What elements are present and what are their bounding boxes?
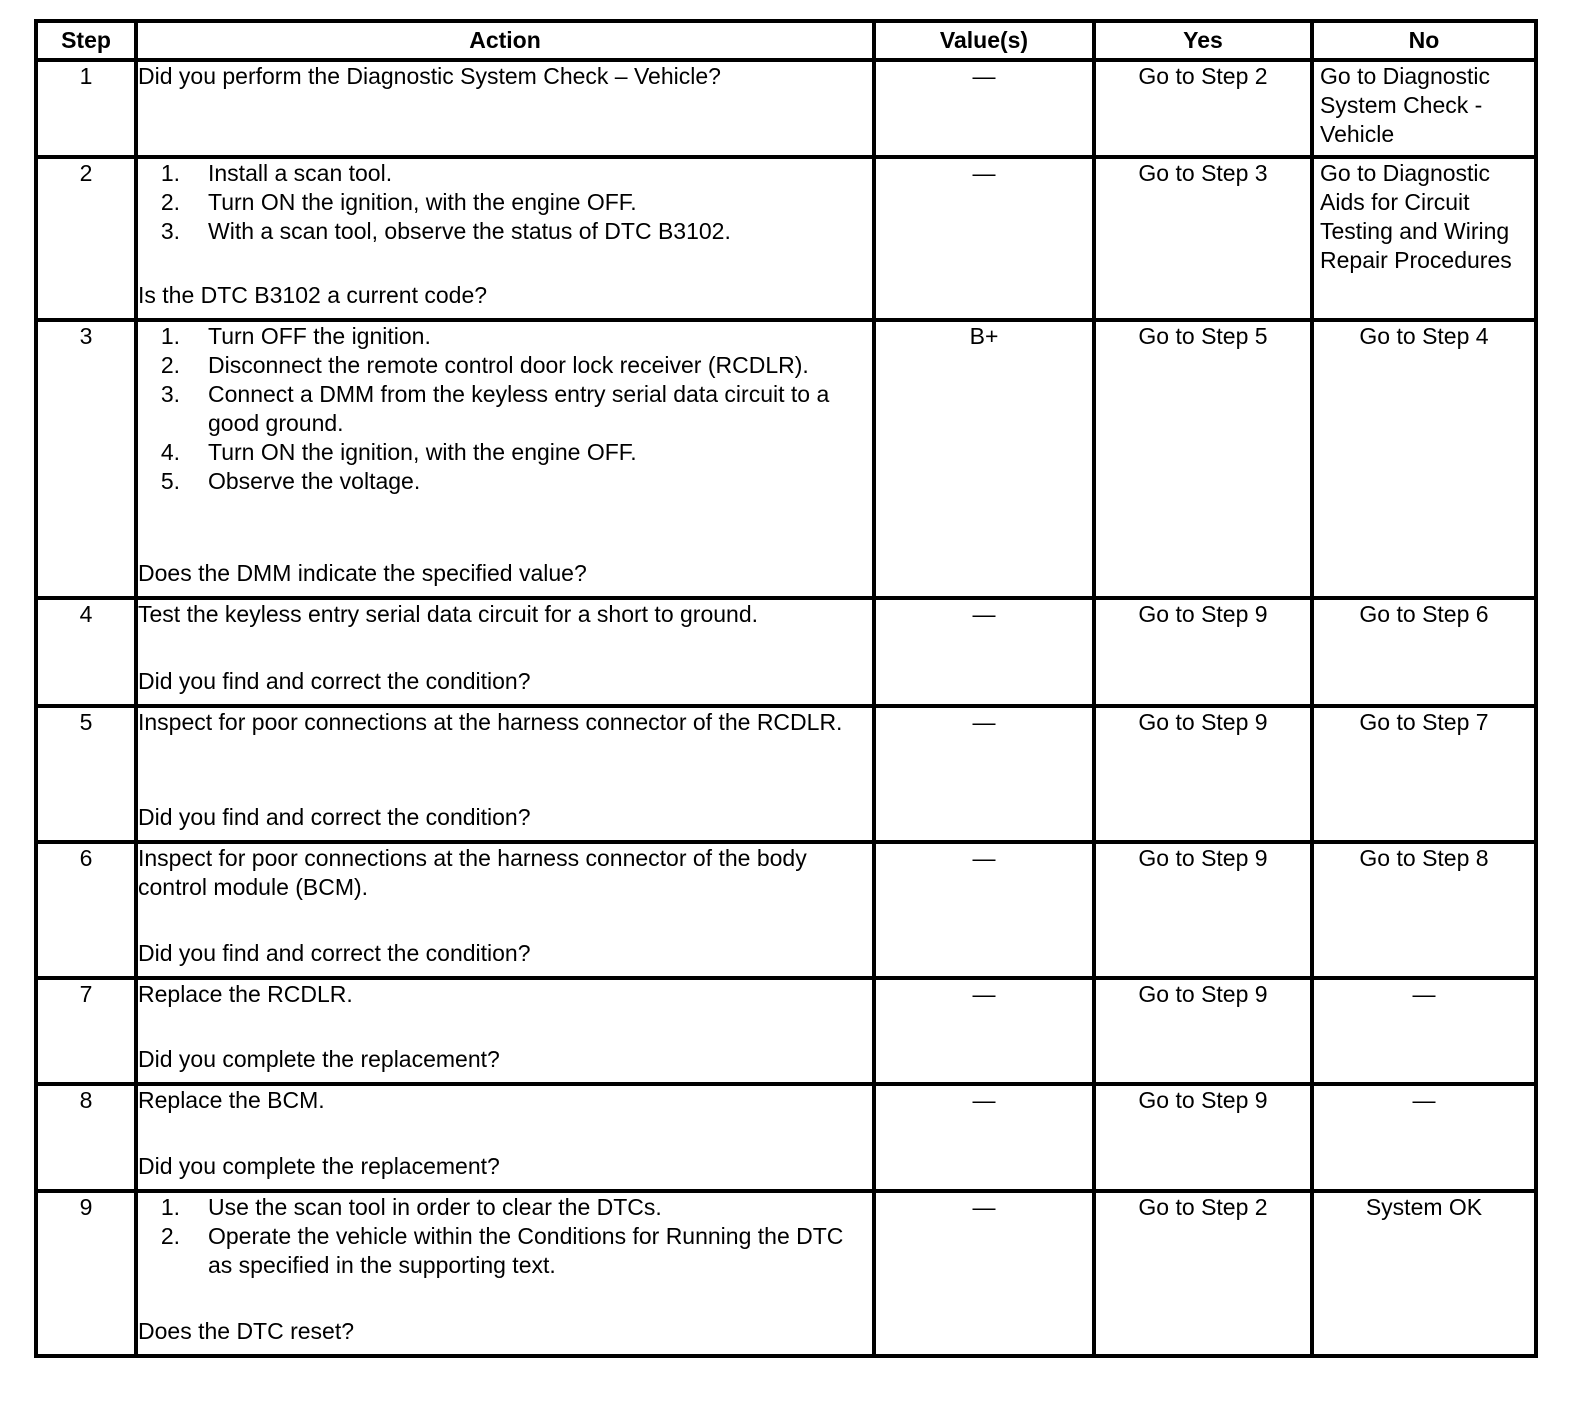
list-item-text: Turn OFF the ignition. xyxy=(208,323,431,349)
table-row xyxy=(36,978,1536,1084)
yes-cell: Go to Step 9 xyxy=(1094,842,1312,978)
table-body xyxy=(36,60,1536,1356)
value-cell: — xyxy=(874,60,1094,157)
action-instructions xyxy=(138,600,872,629)
action-instructions xyxy=(138,62,872,91)
table-row xyxy=(36,1191,1536,1356)
action-content xyxy=(138,159,872,310)
no-cell: — xyxy=(1312,1084,1536,1191)
value-cell: — xyxy=(874,157,1094,320)
value-cell: — xyxy=(874,706,1094,842)
action-instructions xyxy=(138,159,872,246)
step-number: 2 xyxy=(36,157,136,320)
header-action: Action xyxy=(136,21,874,60)
diagnostic-table-container xyxy=(34,19,1534,1358)
list-item-number: 3. xyxy=(160,381,180,407)
action-intro: Inspect for poor connections at the harness connector of the body control module (BCM). xyxy=(138,845,807,900)
action-content xyxy=(138,1193,872,1346)
action-question: Did you find and correct the condition? xyxy=(138,668,531,694)
value-cell: — xyxy=(874,1084,1094,1191)
header-yes: Yes xyxy=(1094,21,1312,60)
no-cell: Go to Step 4 xyxy=(1312,320,1536,598)
action-instructions xyxy=(138,1086,872,1115)
step-number: 9 xyxy=(36,1191,136,1356)
list-item-number: 1. xyxy=(160,160,180,186)
list-item-number: 5. xyxy=(160,468,180,494)
yes-cell: Go to Step 9 xyxy=(1094,598,1312,706)
yes-cell: Go to Step 9 xyxy=(1094,1084,1312,1191)
action-question: Did you complete the replacement? xyxy=(138,1153,500,1179)
no-cell: — xyxy=(1312,978,1536,1084)
action-question: Does the DTC reset? xyxy=(138,1318,355,1344)
no-cell: System OK xyxy=(1312,1191,1536,1356)
step-number: 5 xyxy=(36,706,136,842)
table-row xyxy=(36,706,1536,842)
action-content xyxy=(138,844,872,968)
table-row xyxy=(36,60,1536,157)
table-row xyxy=(36,598,1536,706)
action-content xyxy=(138,1086,872,1181)
list-item xyxy=(138,380,872,438)
action-question: Does the DMM indicate the specified value? xyxy=(138,560,587,586)
action-question: Did you find and correct the condition? xyxy=(138,940,531,966)
step-number: 6 xyxy=(36,842,136,978)
list-item-text: Install a scan tool. xyxy=(208,160,393,186)
step-number: 4 xyxy=(36,598,136,706)
list-item-number: 1. xyxy=(160,1194,180,1220)
header-values: Value(s) xyxy=(874,21,1094,60)
action-steps-list xyxy=(138,1193,872,1280)
step-number: 8 xyxy=(36,1084,136,1191)
action-instructions xyxy=(138,980,872,1009)
list-item-text: Operate the vehicle within the Conditions for Running the DTC as specified in the supporting text. xyxy=(208,1223,844,1278)
list-item xyxy=(138,1193,872,1222)
action-question: Did you find and correct the condition? xyxy=(138,804,531,830)
list-item-number: 1. xyxy=(160,323,180,349)
action-cell xyxy=(136,706,874,842)
list-item xyxy=(138,1222,872,1280)
action-content xyxy=(138,980,872,1074)
list-item-number: 2. xyxy=(160,352,180,378)
value-cell: — xyxy=(874,978,1094,1084)
yes-cell: Go to Step 2 xyxy=(1094,1191,1312,1356)
action-cell xyxy=(136,157,874,320)
header-row xyxy=(36,21,1536,60)
table-row xyxy=(36,320,1536,598)
table-row xyxy=(36,1084,1536,1191)
list-item-text: With a scan tool, observe the status of DTC B3102. xyxy=(208,218,731,244)
action-instructions xyxy=(138,844,872,902)
step-number: 1 xyxy=(36,60,136,157)
action-intro: Replace the BCM. xyxy=(138,1087,325,1113)
list-item-text: Turn ON the ignition, with the engine OFF. xyxy=(208,439,637,465)
action-instructions xyxy=(138,322,872,496)
action-content xyxy=(138,322,872,588)
no-cell: Go to Step 8 xyxy=(1312,842,1536,978)
no-cell: Go to Diagnostic Aids for Circuit Testing and Wiring Repair Procedures xyxy=(1312,157,1536,320)
list-item-number: 2. xyxy=(160,189,180,215)
yes-cell: Go to Step 3 xyxy=(1094,157,1312,320)
list-item-text: Turn ON the ignition, with the engine OFF. xyxy=(208,189,637,215)
action-cell xyxy=(136,842,874,978)
action-intro: Inspect for poor connections at the harness connector of the RCDLR. xyxy=(138,709,843,735)
value-cell: B+ xyxy=(874,320,1094,598)
value-cell: — xyxy=(874,598,1094,706)
list-item-number: 3. xyxy=(160,218,180,244)
list-item xyxy=(138,188,872,217)
value-cell: — xyxy=(874,1191,1094,1356)
no-cell: Go to Step 7 xyxy=(1312,706,1536,842)
list-item xyxy=(138,322,872,351)
table-row xyxy=(36,842,1536,978)
header-no: No xyxy=(1312,21,1536,60)
action-intro: Did you perform the Diagnostic System Check – Vehicle? xyxy=(138,63,721,89)
list-item-text: Disconnect the remote control door lock receiver (RCDLR). xyxy=(208,352,809,378)
action-cell xyxy=(136,1191,874,1356)
action-intro: Test the keyless entry serial data circuit for a short to ground. xyxy=(138,601,759,627)
list-item xyxy=(138,217,872,246)
header-step: Step xyxy=(36,21,136,60)
diagnostic-table xyxy=(34,19,1538,1358)
list-item-number: 4. xyxy=(160,439,180,465)
yes-cell: Go to Step 2 xyxy=(1094,60,1312,157)
list-item-text: Observe the voltage. xyxy=(208,468,421,494)
yes-cell: Go to Step 9 xyxy=(1094,706,1312,842)
action-question: Is the DTC B3102 a current code? xyxy=(138,282,488,308)
action-intro: Replace the RCDLR. xyxy=(138,981,353,1007)
step-number: 7 xyxy=(36,978,136,1084)
list-item-text: Use the scan tool in order to clear the DTCs. xyxy=(208,1194,662,1220)
action-instructions xyxy=(138,1193,872,1280)
action-steps-list xyxy=(138,159,872,246)
no-cell: Go to Step 6 xyxy=(1312,598,1536,706)
action-cell xyxy=(136,60,874,157)
list-item xyxy=(138,467,872,496)
action-steps-list xyxy=(138,322,872,496)
action-cell xyxy=(136,1084,874,1191)
action-cell xyxy=(136,978,874,1084)
yes-cell: Go to Step 5 xyxy=(1094,320,1312,598)
action-cell xyxy=(136,598,874,706)
no-cell: Go to Diagnostic System Check - Vehicle xyxy=(1312,60,1536,157)
list-item-text: Connect a DMM from the keyless entry serial data circuit to a good ground. xyxy=(208,381,830,436)
step-number: 3 xyxy=(36,320,136,598)
list-item xyxy=(138,351,872,380)
value-cell: — xyxy=(874,842,1094,978)
action-content xyxy=(138,600,872,696)
action-content xyxy=(138,708,872,832)
yes-cell: Go to Step 9 xyxy=(1094,978,1312,1084)
action-instructions xyxy=(138,708,872,737)
action-question: Did you complete the replacement? xyxy=(138,1046,500,1072)
action-content xyxy=(138,62,872,147)
list-item-number: 2. xyxy=(160,1223,180,1249)
list-item xyxy=(138,159,872,188)
action-cell xyxy=(136,320,874,598)
table-row xyxy=(36,157,1536,320)
list-item xyxy=(138,438,872,467)
